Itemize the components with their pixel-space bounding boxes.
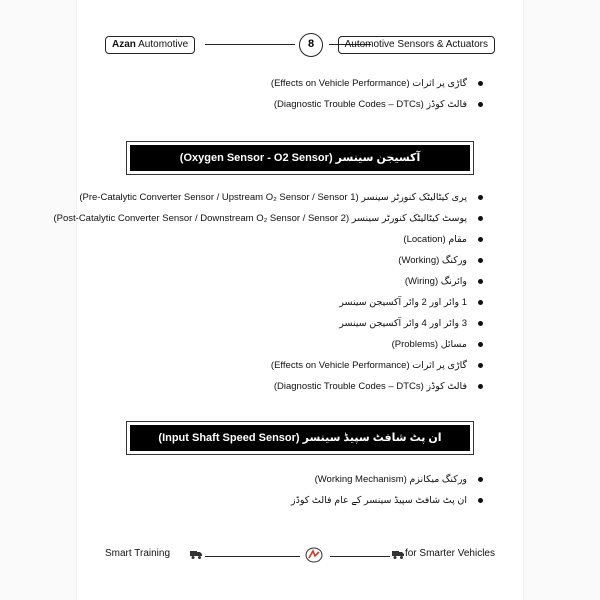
section-banner-input-shaft (126, 421, 474, 455)
list-item (53, 232, 483, 253)
chapter-title: Automotive Sensors & Actuators (338, 36, 495, 54)
list-item (53, 190, 483, 211)
list-item-text: 3 وائر اور 4 وائر آکسیجن سینسر (339, 318, 467, 329)
footer-right-text: for Smarter Vehicles (404, 548, 495, 559)
list-item-text: ان پٹ شافٹ سپیڈ سینسر کے عام فالٹ کوڈز (291, 495, 467, 506)
list-item (53, 379, 483, 400)
section-banner-oxygen (126, 141, 474, 175)
bullet-icon (478, 237, 483, 242)
page-header (105, 36, 495, 54)
list-item (271, 76, 483, 97)
list-item (53, 316, 483, 337)
list-item (53, 358, 483, 379)
bullet-icon (478, 498, 483, 503)
list-item (291, 493, 483, 514)
oxygen-sensor-list (53, 190, 483, 400)
bullet-icon (478, 477, 483, 482)
bullet-icon (478, 195, 483, 200)
list-item-text: مقام (Location) (403, 234, 467, 245)
footer-divider-right (330, 556, 390, 557)
brand-rest: Automotive (135, 39, 189, 50)
bullet-icon (478, 216, 483, 221)
bullet-icon (478, 81, 483, 86)
page-number: 8 (299, 33, 323, 57)
bullet-icon (478, 363, 483, 368)
brand-logo-icon (305, 547, 323, 563)
list-item (271, 97, 483, 118)
list-item (291, 472, 483, 493)
brand-bold: Azan (112, 39, 136, 50)
list-item-text: فالٹ کوڈز (Diagnostic Trouble Codes – DTCs) (273, 381, 467, 392)
input-shaft-list (291, 472, 483, 514)
bullet-icon (478, 102, 483, 107)
list-item-text: گاڑی پر اثرات (Effects on Vehicle Performance) (270, 360, 467, 371)
footer-divider-left (205, 556, 300, 557)
list-item-text: فالٹ کوڈز (Diagnostic Trouble Codes – DTCs) (273, 99, 467, 110)
list-item (53, 274, 483, 295)
list-item (53, 253, 483, 274)
book-page (53, 0, 523, 600)
list-item (53, 337, 483, 358)
bullet-icon (478, 279, 483, 284)
list-item-text: 1 وائر اور 2 وائر آکسیجن سینسر (339, 297, 467, 308)
bullet-icon (478, 321, 483, 326)
list-item-text: ورکنگ (Working) (398, 255, 467, 266)
page-margin-right (523, 0, 600, 600)
top-list (271, 76, 483, 118)
list-item-text: وائرنگ (Wiring) (404, 276, 467, 287)
list-item-text: گاڑی پر اثرات (Effects on Vehicle Performance) (270, 78, 467, 89)
bullet-icon (478, 342, 483, 347)
section-title-oxygen: آکسیجن سینسر (Oxygen Sensor - O2 Sensor) (130, 145, 470, 171)
bullet-icon (478, 384, 483, 389)
section-title-input-shaft: ان پٹ شافٹ سپیڈ سینسر (Input Shaft Speed Sensor) (130, 425, 470, 451)
truck-icon (189, 548, 203, 560)
truck-icon (391, 548, 405, 560)
bullet-icon (478, 300, 483, 305)
brand-label (105, 36, 195, 54)
footer-left-text: Smart Training (105, 548, 171, 559)
list-item (53, 295, 483, 316)
page-footer (105, 546, 495, 564)
header-divider-left (205, 44, 295, 45)
bullet-icon (478, 258, 483, 263)
list-item (53, 211, 483, 232)
list-item-text: ورکنگ میکانزم (Working Mechanism) (314, 474, 467, 485)
list-item-text: پری کیٹالیٹک کنورٹر سینسر (Pre-Catalytic Converter Sensor / Upstream O₂ Sensor / Sensor 1) (79, 192, 467, 203)
list-item-text: مسائل (Problems) (391, 339, 467, 350)
list-item-text: پوسٹ کیٹالیٹک کنورٹر سینسر (Post-Catalytic Converter Sensor / Downstream O₂ Sensor / Sensor 2) (53, 213, 467, 224)
